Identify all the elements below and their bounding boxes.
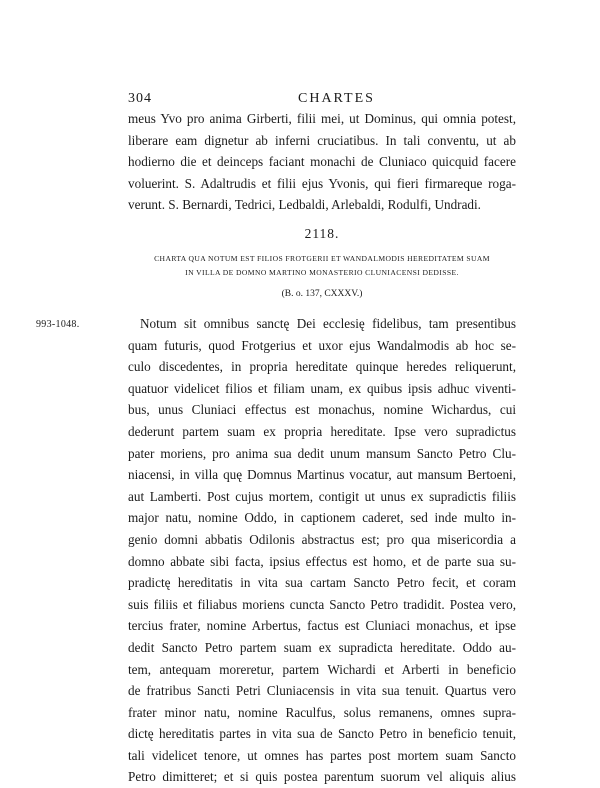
text-line: Notum sit omnibus sanctę Dei ecclesię fidelibus, tam presentibus: [140, 316, 516, 331]
text-line: major natu, nomine Oddo, in captionem caderet, sed inde multo in-: [128, 510, 516, 526]
page-number: 304: [128, 91, 152, 106]
text-line: frater minor natu, nomine Raculfus, solus remanens, omnes supra-: [128, 704, 516, 720]
text-line: aut Lamberti. Post cujus mortem, contigit ut unus ex supradictis filiis: [128, 488, 516, 504]
text-line: culo discedentes, in propria hereditate quinque heredes reliquerunt,: [128, 359, 516, 375]
text-line: Petro dimitteret; et si quis postea parentum suorum vel aliquis alius: [128, 769, 516, 785]
source-reference: (B. o. 137, CXXXV.): [281, 289, 363, 299]
heading-line: CHARTA QUA NOTUM EST FILIOS FROTGERII ET WANDALMODIS HEREDITATEM SUAM: [154, 254, 490, 263]
charter-text: [128, 313, 516, 788]
charter-number: 2118.: [304, 226, 340, 241]
running-title: CHARTES: [298, 91, 375, 106]
text-line: meus Yvo pro anima Girberti, filii mei, ut Dominus, qui omnia potest,: [128, 111, 516, 126]
text-line: quatuor videlicet filios et filiam unam, ex quibus ipsis adhuc viventi-: [128, 380, 516, 396]
text-line: dederunt partem suam ex propria hereditate. Ipse vero supradictus: [128, 423, 516, 439]
text-line: voluerint. S. Adaltrudis et filii ejus Yvonis, qui fieri firmareque roga-: [128, 175, 516, 191]
text-line: suis filiis et filiabus moriens cuncta Sancto Petro tradidit. Postea vero,: [128, 596, 516, 612]
text-line: de fratribus Sancti Petri Cluniacensis in vita sua tenuit. Quartus vero: [128, 683, 516, 699]
text-line: hodierno die et deinceps faciant monachi de Cluniaco quicquid facere: [128, 154, 516, 170]
text-line: tem, antequam moreretur, partem Wichardi et Arberti in beneficio: [128, 661, 516, 677]
text-line: quam futuris, quod Frotgerius et uxor ejus Wandalmodis ab hoc se-: [128, 337, 516, 353]
text-line: niacensi, in villa quę Domnus Martinus vocatur, aut mansum Bertoeni,: [128, 467, 516, 483]
text-line: tercius frater, nomine Arbertus, factus est Cluniaci monachus, et ipse: [128, 618, 516, 634]
text-line: dedit Sancto Petro partem suam ex supradicta hereditate. Oddo au-: [128, 639, 516, 655]
text-line: domno abbate sibi facta, ipsius effectus est homo, et de parte sua su-: [128, 553, 516, 569]
charter-heading: [128, 252, 516, 280]
margin-date: 993-1048.: [36, 319, 80, 330]
heading-line: IN VILLA DE DOMNO MARTINO MONASTERIO CLUNIACENSI DEDISSE.: [185, 268, 459, 277]
text-line: bus, unus Cluniaci effectus est monachus, nomine Wichardus, cui: [128, 402, 516, 418]
previous-charter-text: [128, 108, 516, 216]
text-line: dictę hereditatis partes in vita sua de Sancto Petro in beneficio tenuit,: [128, 726, 516, 742]
text-line: pradictę hereditatis in vita sua cartam Sancto Petro fecit, et coram: [128, 575, 516, 591]
text-line: liberare eam dignetur ab inferni cruciatibus. In tali conventu, ut ab: [128, 132, 516, 148]
text-line: pater moriens, pro anima sua dedit unum mansum Sancto Petro Clu-: [128, 445, 516, 461]
text-line: genio domni abbatis Odilonis abstractus est; pro qua misericordia a: [128, 531, 516, 547]
text-line: verunt. S. Bernardi, Tedrici, Ledbaldi, Arlebaldi, Rodulfi, Undradi.: [128, 197, 481, 213]
text-line: tali videlicet tenore, ut omnes has partes post mortem suam Sancto: [128, 747, 516, 763]
